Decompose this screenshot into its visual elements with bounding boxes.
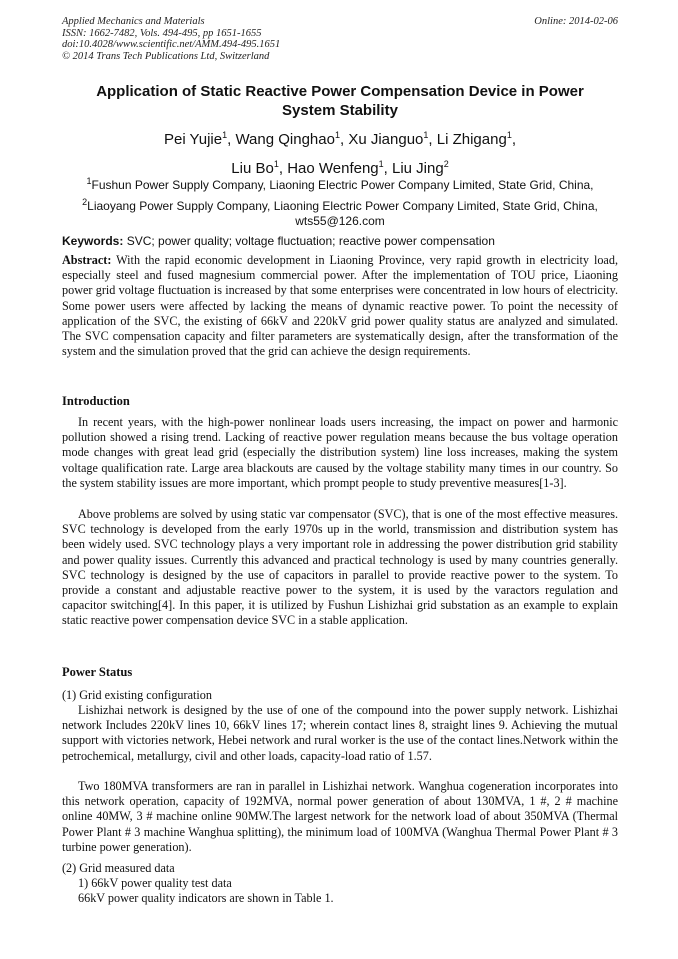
- author-email[interactable]: wts55@126.com: [295, 214, 385, 228]
- author-name: Xu Jianguo: [348, 131, 424, 148]
- keywords-label: Keywords:: [62, 234, 124, 248]
- power-paragraph-3: 66kV power quality indicators are shown in Table 1.: [78, 891, 334, 905]
- intro-paragraph-2: Above problems are solved by using static var compensator (SVC), that is one of the most effective measures. SVC technology is developed from the early 1970s up in the world, transmission and distribution system has been widely used. SVC technology plays a very important role in addressing the power distribution grid stability and power quality issues. Currently this advanced and practical technology is used by many countries generally. SVC technology is designed by the use of capacitors in parallel to provide reactive power to the system. To provide a constant and adjustable reactive power to the system, it is used by the varactors regulation and capacitor switching[4]. In this paper, it is utilized by Fushun Lishizhai grid substation as an example to explain static reactive power compensation device SVC in a stable application.: [62, 507, 618, 628]
- copyright: © 2014 Trans Tech Publications Ltd, Switzerland: [62, 50, 270, 62]
- section-heading-introduction: Introduction: [62, 394, 130, 408]
- power-paragraph-2: Two 180MVA transformers are ran in parallel in Lishizhai network. Wanghua cogeneration incorporates into this network operation, capacity of 192MVA, normal power generation of about 130MVA, 1 #, 2 # machine online 40MW, 3 # machine online 90MW.The largest network for the network load of about 350MVA (Thermal Power Plant # 3 machine Wanghua splitting), the minimum load of 100MVA (Wanghua Thermal Power Plant # 3 turbine power generation).: [62, 779, 618, 854]
- doi[interactable]: doi:10.4028/www.scientific.net/AMM.494-495.1651: [62, 39, 281, 50]
- abstract: [62, 253, 618, 359]
- paper-title: Application of Static Reactive Power Compensation Device in Power System Stability: [96, 83, 584, 119]
- online-date: Online: 2014-02-06: [534, 16, 618, 27]
- author-name: Wang Qinghao: [235, 131, 335, 148]
- author-name: Liu Jing: [392, 160, 444, 177]
- journal-header: [62, 16, 618, 62]
- subsection-measured-data: (2) Grid measured data: [62, 861, 175, 875]
- abstract-label: Abstract:: [62, 253, 112, 267]
- journal-name: Applied Mechanics and Materials: [62, 16, 205, 27]
- keywords-text: SVC; power quality; voltage fluctuation; reactive power compensation: [126, 234, 495, 248]
- author-name: Hao Wenfeng: [287, 160, 379, 177]
- affiliation-1: $^1$Fushun Power Supply Company, Liaoning Electric Power Company Limited, State Grid, China,: [86, 176, 594, 192]
- keywords: [62, 234, 618, 249]
- issn: ISSN: 1662-7482, Vols. 494-495, pp 1651-1655: [62, 27, 262, 39]
- affiliation-2: $^2$Liaoyang Power Supply Company, Liaoning Electric Power Company Limited, State Grid, China, wts55@126.com: [62, 195, 618, 229]
- abstract-text: With the rapid economic development in Liaoning Province, very rapid growth in electricity load, especially steel and fused magnesium commercial power. After the implementation of TOU price, Liaoning power grid voltage fluctuation is increased by that some enterprises were concentrated in low hours of electricity. Some power users were affected by lacking the means of dynamic reactive power. To point the necessity of application of the SVC, the existing of 66kV and 220kV grid power quality status are analyzed and simulated. The SVC compensation capacity and filter parameters are systematically design, after the transformation of the system and the simulation proved that the grid can achieve the design requirements.: [62, 253, 618, 359]
- author-name: Liu Bo: [231, 160, 274, 177]
- author-name: Pei Yujie: [163, 131, 223, 148]
- author-list: Pei Yujie$^1$, Wang Qinghao$^1$, Xu Jianguo$^1$, Li Zhigang$^1$, Liu Bo$^1$, Hao Wenfeng$^1$, Liu Jing$^2$: [163, 130, 516, 177]
- power-paragraph-1: Lishizhai network is designed by the use of one of the compound into the power supply network. Lishizhai network Includes 220kV lines 10, 66kV lines 17; wherein contact lines 8, straight lines 9. Achieving the mutual support with victories network, Hebei network and rural worker is the use of the contact lines.Network within the petrochemical, metallurgy, civil and other loads, capacity-load ratio of 1.57.: [62, 703, 618, 763]
- subsection-grid-configuration: (1) Grid existing configuration: [62, 688, 212, 702]
- subsection-66kv-test-data: 1) 66kV power quality test data: [78, 876, 232, 890]
- intro-paragraph-1: In recent years, with the high-power nonlinear loads users increasing, the impact on power and harmonic pollution showed a rising trend. Lacking of reactive power regulation means because the bus voltage operation mode changes with great lead grid (especially the distribution system) line loss increases, making the system voltage qualification rate. Large area blackouts are caused by the voltage stability many times in our country. So the system stability issues are more important, which prompt people to study preventive measures[1-3].: [62, 415, 618, 490]
- author-name: Li Zhigang: [436, 131, 507, 148]
- section-heading-power-status: Power Status: [62, 665, 133, 679]
